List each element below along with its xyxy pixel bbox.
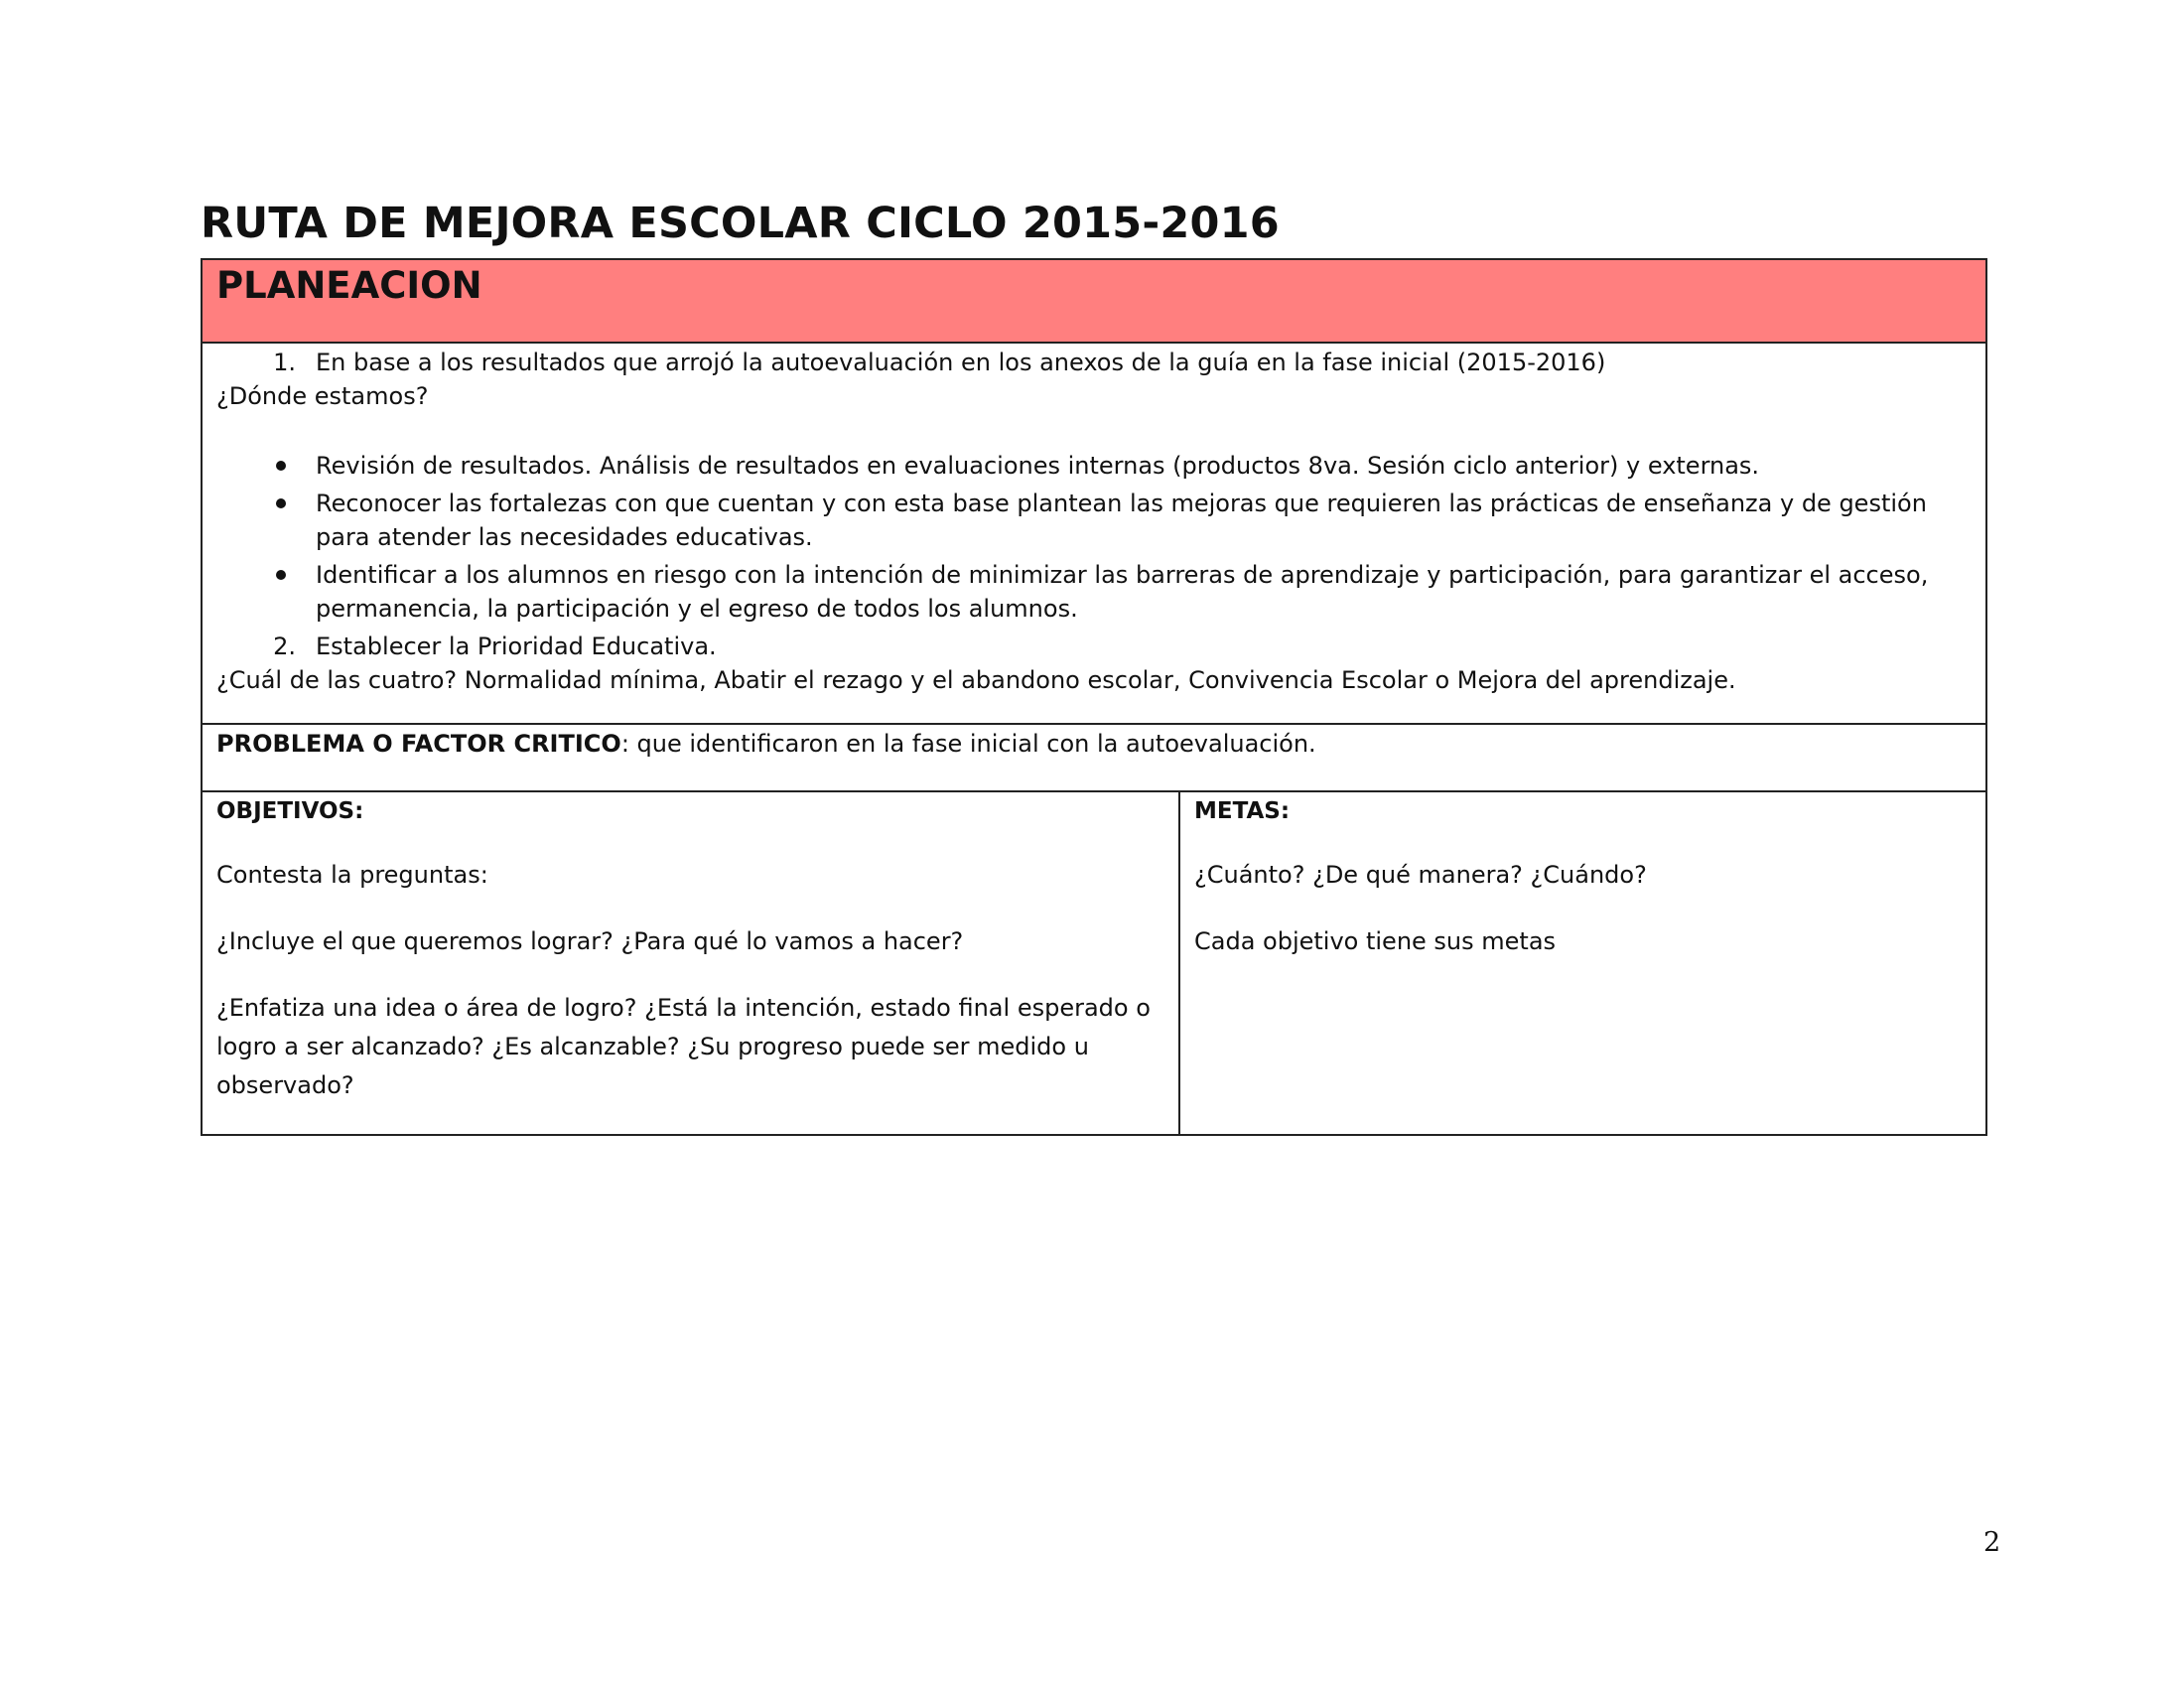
planeacion-header [203, 260, 1985, 344]
objetivos-heading: OBJETIVOS: [216, 798, 364, 824]
objetivos-column [203, 792, 1180, 1134]
metas-paragraph: ¿Cuánto? ¿De qué manera? ¿Cuándo? [1194, 861, 1647, 889]
problema-section [203, 725, 1985, 792]
planeacion-intro-section [203, 344, 1985, 725]
objetivos-paragraph: ¿Incluye el que queremos lograr? ¿Para qué lo vamos a hacer? [216, 927, 964, 955]
problema-text: : que identificaron en la fase inicial con la autoevaluación. [620, 730, 1316, 758]
objetivos-paragraph: Contesta la preguntas: [216, 861, 488, 889]
item-text: En base a los resultados que arrojó la autoevaluación en los anexos de la guía en la fase inicial (2015-2016) [316, 349, 1606, 376]
metas-paragraph: Cada objetivo tiene sus metas [1194, 927, 1557, 955]
bullet-item [216, 449, 1974, 483]
planeacion-table [201, 258, 1987, 1136]
bullet-item [216, 558, 1974, 626]
objetivos-metas-section [203, 792, 1985, 1134]
bullet-item [216, 487, 1974, 554]
page-number: 2 [1983, 1527, 2001, 1558]
planeacion-header-text: PLANEACION [216, 264, 482, 307]
metas-heading: METAS: [1194, 798, 1291, 824]
bullet-text: Revisión de resultados. Análisis de resultados en evaluaciones internas (productos 8va. Sesión ciclo anterior) y externas. [316, 452, 1760, 480]
document-title: RUTA DE MEJORA ESCOLAR CICLO 2015-2016 [201, 199, 1280, 248]
bullet-list [216, 449, 1974, 626]
item-number: 2. [273, 633, 296, 660]
bullet-text: Identificar a los alumnos en riesgo con la intención de minimizar las barreras de aprendizaje y participación, para garantizar el acceso, permanencia, la participación y el egreso de todos los alumnos. [316, 561, 1929, 623]
item-text: Establecer la Prioridad Educativa. [316, 633, 717, 660]
problema-label: PROBLEMA O FACTOR CRITICO [216, 730, 621, 758]
bullet-icon [216, 558, 316, 626]
metas-column [1180, 792, 1985, 1134]
bullet-icon [216, 449, 316, 483]
question-donde-estamos: ¿Dónde estamos? [216, 382, 429, 410]
bullet-icon [216, 487, 316, 554]
objetivos-paragraph: ¿Enfatiza una idea o área de logro? ¿Está la intención, estado final esperado o logro a ser alcanzado? ¿Es alcanzable? ¿Su progreso puede ser medido u observado? [216, 994, 1151, 1099]
question-prioridad: ¿Cuál de las cuatro? Normalidad mínima, Abatir el rezago y el abandono escolar, Convivencia Escolar o Mejora del aprendizaje. [216, 666, 1736, 694]
item-number: 1. [273, 349, 296, 376]
numbered-item-1 [216, 346, 1974, 379]
bullet-text: Reconocer las fortalezas con que cuentan y con esta base plantean las mejoras que requieren las prácticas de enseñanza y de gestión para atender las necesidades educativas. [316, 490, 1927, 551]
numbered-item-2 [216, 630, 1974, 663]
